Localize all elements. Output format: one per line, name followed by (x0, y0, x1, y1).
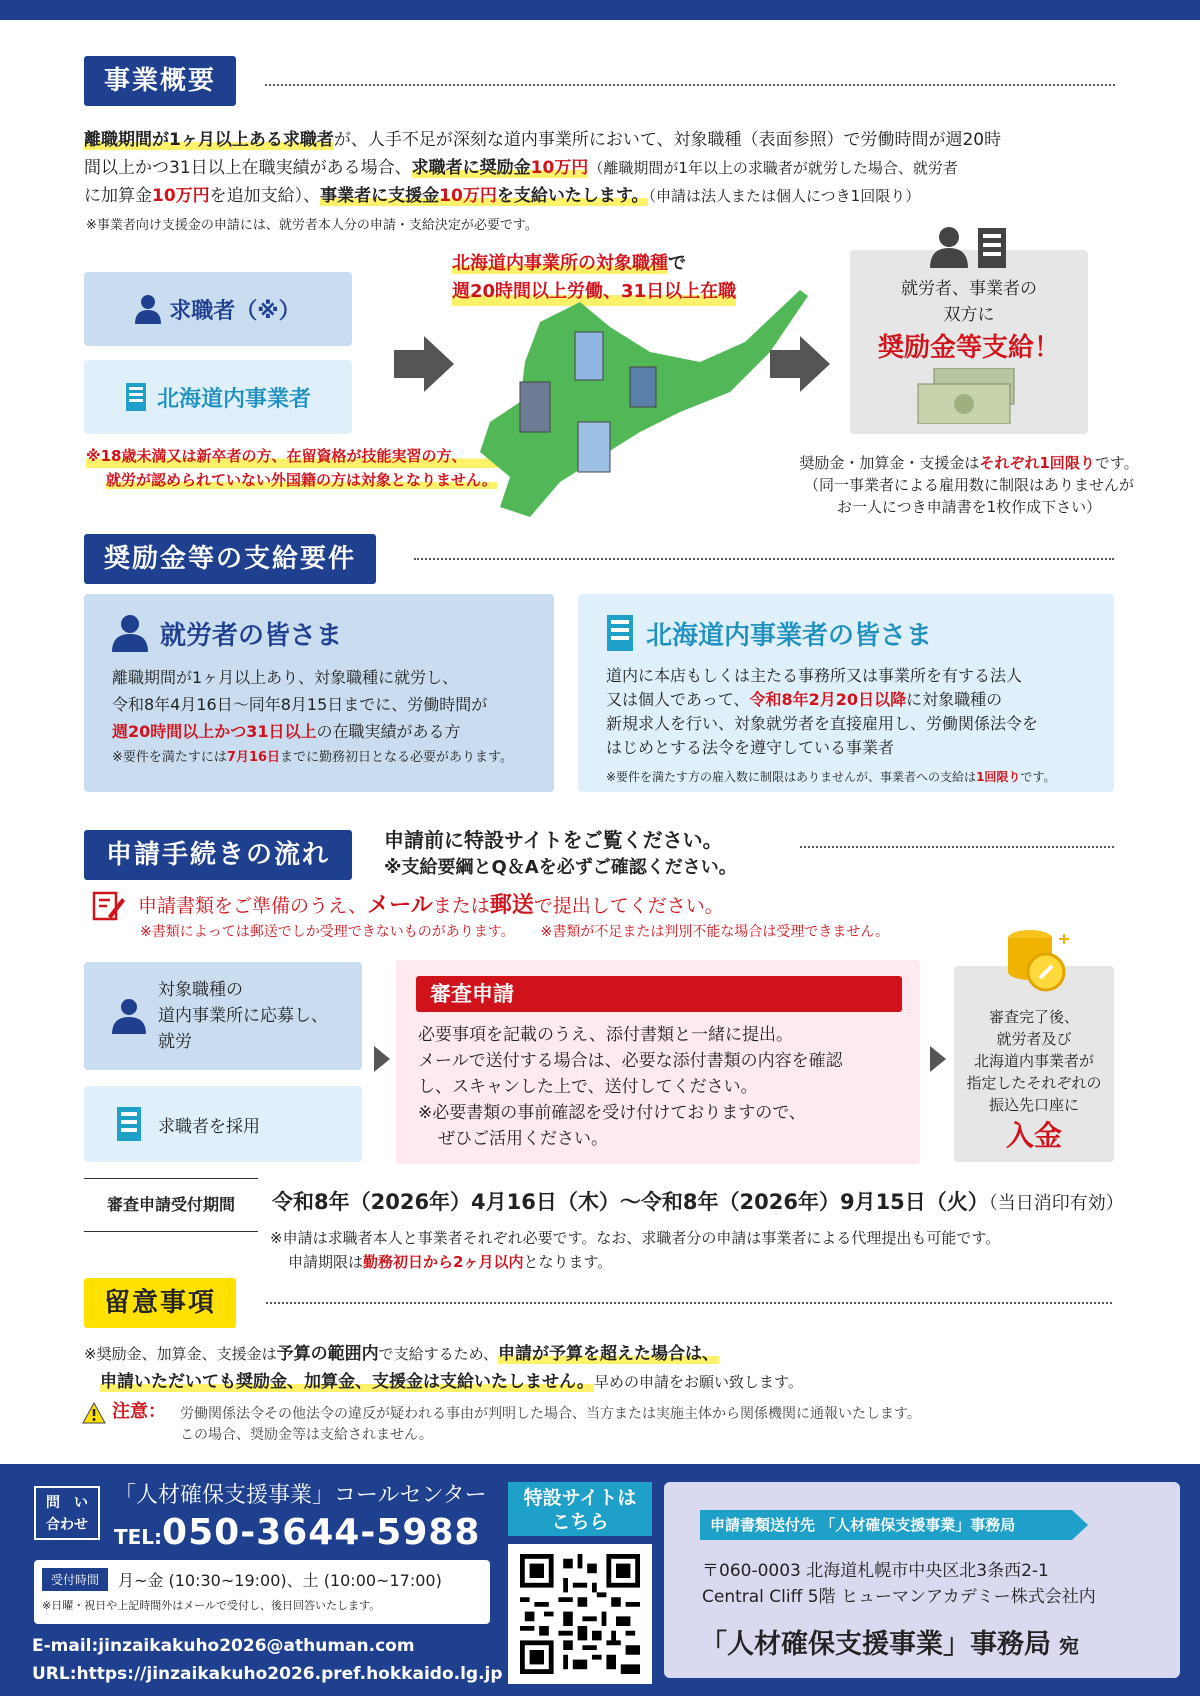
inquiry-label: 問 い 合わせ (34, 1486, 100, 1540)
payment-result-box: 就労者、事業者の 双方に 奨励金等支給！ (850, 250, 1088, 434)
worker-requirement-box: 就労者の皆さま 離職期間が1ヶ月以上あり、対象職種に就労し、 令和8年4月16日〜同年8月15日までに、労働時間が 週20時間以上かつ31日以上の在職実績がある方 ※要件を満たすには7月16日までに勤務初日となる必要があります。 (84, 594, 554, 792)
notes-heading: 留意事項 (84, 1278, 236, 1328)
top-bar (0, 0, 1200, 20)
job-seeker-box: 求職者（※） (84, 272, 352, 346)
address-line-1: 〒060-0003 北海道札幌市中央区北3条西2-1 (702, 1561, 1049, 1581)
qr-code-icon (518, 1554, 642, 1674)
address-line-2: Central Cliff 5階 ヒューマンアカデミー株式会社内 (702, 1587, 1096, 1607)
period-notes: ※申請は求職者本人と事業者それぞれ必要です。なお、求職者分の申請は事業者による代理提出も可能です。 申請期限は勤務初日から2ヶ月以内となります。 (270, 1229, 1001, 1271)
period-label: 審査申請受付期間 (84, 1178, 258, 1232)
warning-icon (82, 1402, 106, 1424)
url-link[interactable]: URL:https://jinzaikakuho2026.pref.hokkaido.lg.jp (32, 1664, 503, 1684)
call-center-name: 「人材確保支援事業」コールセンター (114, 1483, 487, 1508)
special-site-label: 特設サイトは こちら (508, 1482, 652, 1536)
person-icon (135, 294, 161, 324)
payment-complete-box: 審査完了後、 就労者及び 北海道内事業者が 指定したそれぞれの 振込先口座に 入金 (954, 966, 1114, 1162)
building-icon (116, 1106, 142, 1142)
caution-text: 労働関係法令その他法令の違反が疑われる事由が判明した場合、当方または実施主体から関係機関に通報いたします。 この場合、奨励金等は支給されません。 (180, 1406, 921, 1443)
employer-requirement-box: 北海道内事業者の皆さま 道内に本店もしくは主たる事務所又は事業所を有する法人 又は個人であって、令和8年2月20日以降に対象職種の 新規求人を行い、対象就労者を直接雇用し、労働関係法令を はじめとする法令を遵守している事業者 ※要件を満たす方の雇入数に制限はありませんが、事業者への支給は1回限りです。 (578, 594, 1114, 792)
review-title: 審査申請 (416, 976, 902, 1012)
arrow-right-icon (800, 336, 830, 392)
flow-heading: 申請手続きの流れ (84, 830, 352, 880)
qr-code[interactable] (508, 1544, 652, 1684)
divider (265, 84, 1115, 86)
arrow-right-icon (930, 1046, 946, 1072)
building-icon (125, 382, 147, 412)
once-note: 奨励金・加算金・支援金はそれぞれ1回限りです。 （同一事業者による雇用数に制限はありませんが お一人につき申請書を1枚作成下さい） (799, 454, 1139, 516)
submit-instruction: 申請書類をご準備のうえ、メールまたは郵送で提出してください。 (138, 893, 724, 918)
contact-footer (0, 1464, 1200, 1696)
person-icon (112, 998, 146, 1034)
step-hire-box: 求職者を採用 (84, 1086, 362, 1162)
arrow-right-icon (424, 336, 454, 392)
overview-note: ※事業者向け支援金の申請には、就労者本人分の申請・支給決定が必要です。 (86, 218, 538, 233)
budget-notice: ※奨励金、加算金、支援金は予算の範囲内で支給するため、申請が予算を超えた場合は、 申請いただいても奨励金、加算金、支援金は支給いたしません。早めの申請をお願い致します。 (84, 1344, 803, 1392)
divider (414, 558, 1114, 560)
banknote-icon (914, 368, 1024, 424)
edit-document-icon (92, 890, 126, 922)
divider (800, 846, 1114, 848)
submit-notes: ※書類によっては郵送でしか受理できないものがあります。 ※書類が不足または判別不能な場合は受理できません。 (140, 924, 890, 940)
send-label: 申請書類送付先 「人材確保支援事業」事務局 (700, 1510, 1072, 1540)
exclusion-note: ※18歳未満又は新卒者の方、在留資格が技能実習の方、 就労が認められていない外国籍の方は対象となりません。 (86, 444, 497, 492)
site-notice: 申請前に特設サイトをご覧ください。 ※支給要綱とQ＆Aを必ずご確認ください。 (384, 828, 737, 878)
overview-heading: 事業概要 (84, 56, 236, 106)
divider (266, 1302, 1112, 1304)
map-caption: 北海道内事業所の対象職種で 週20時間以上労働、31日以上在職 (452, 250, 736, 306)
hours-box: 受付時間 月~金 (10:30~19:00)、土 (10:00~17:00) ※日曜・祝日や上記時間外はメールで受付し、後日回答いたします。 (34, 1560, 490, 1624)
period-value: 令和8年（2026年）4月16日（木）〜令和8年（2026年）9月15日（火）（当日消印有効） (272, 1190, 1124, 1214)
mailing-address-box (664, 1482, 1180, 1678)
caution-label: 注意： (112, 1401, 166, 1422)
hokkaido-map (470, 282, 830, 522)
overview-body: 離職期間が1ヶ月以上ある求職者が、人手不足が深刻な道内事業所において、対象職種（表面参照）で労働時間が週20時 間以上かつ31日以上在職実績がある場合、求職者に奨励金10万円（離職期間が1年以上の求職者が就労した場合、就労者 に加算金10万円を追加支給）、事業者に支援金10万円を支給いたします。（申請は法人または個人につき1回限り） (84, 130, 1002, 206)
building-icon (606, 614, 634, 652)
requirements-heading: 奨励金等の支給要件 (84, 534, 376, 584)
label-arrow (1072, 1510, 1088, 1540)
office-name: 「人材確保支援事業」事務局 宛 (700, 1629, 1079, 1660)
email-link[interactable]: E-mail:jinzaikakuho2026@athuman.com (32, 1636, 415, 1656)
person-icon (112, 614, 148, 652)
coins-icon (1004, 926, 1070, 996)
review-application-box: 審査申請 必要事項を記載のうえ、添付書類と一緒に提出。 メールで送付する場合は、必要な添付書類の内容を確認 し、スキャンした上で、送付してください。 ※必要書類の事前確認を受け付けておりますので、 ぜひご活用ください。 (396, 960, 920, 1164)
person-and-building-icons (850, 226, 1088, 268)
arrow-right-icon (374, 1046, 390, 1072)
employer-box: 北海道内事業者 (84, 360, 352, 434)
step-apply-box: 対象職種の 道内事業所に応募し、 就労 (84, 962, 362, 1070)
phone[interactable]: TEL:050-3644-5988 (114, 1512, 481, 1553)
